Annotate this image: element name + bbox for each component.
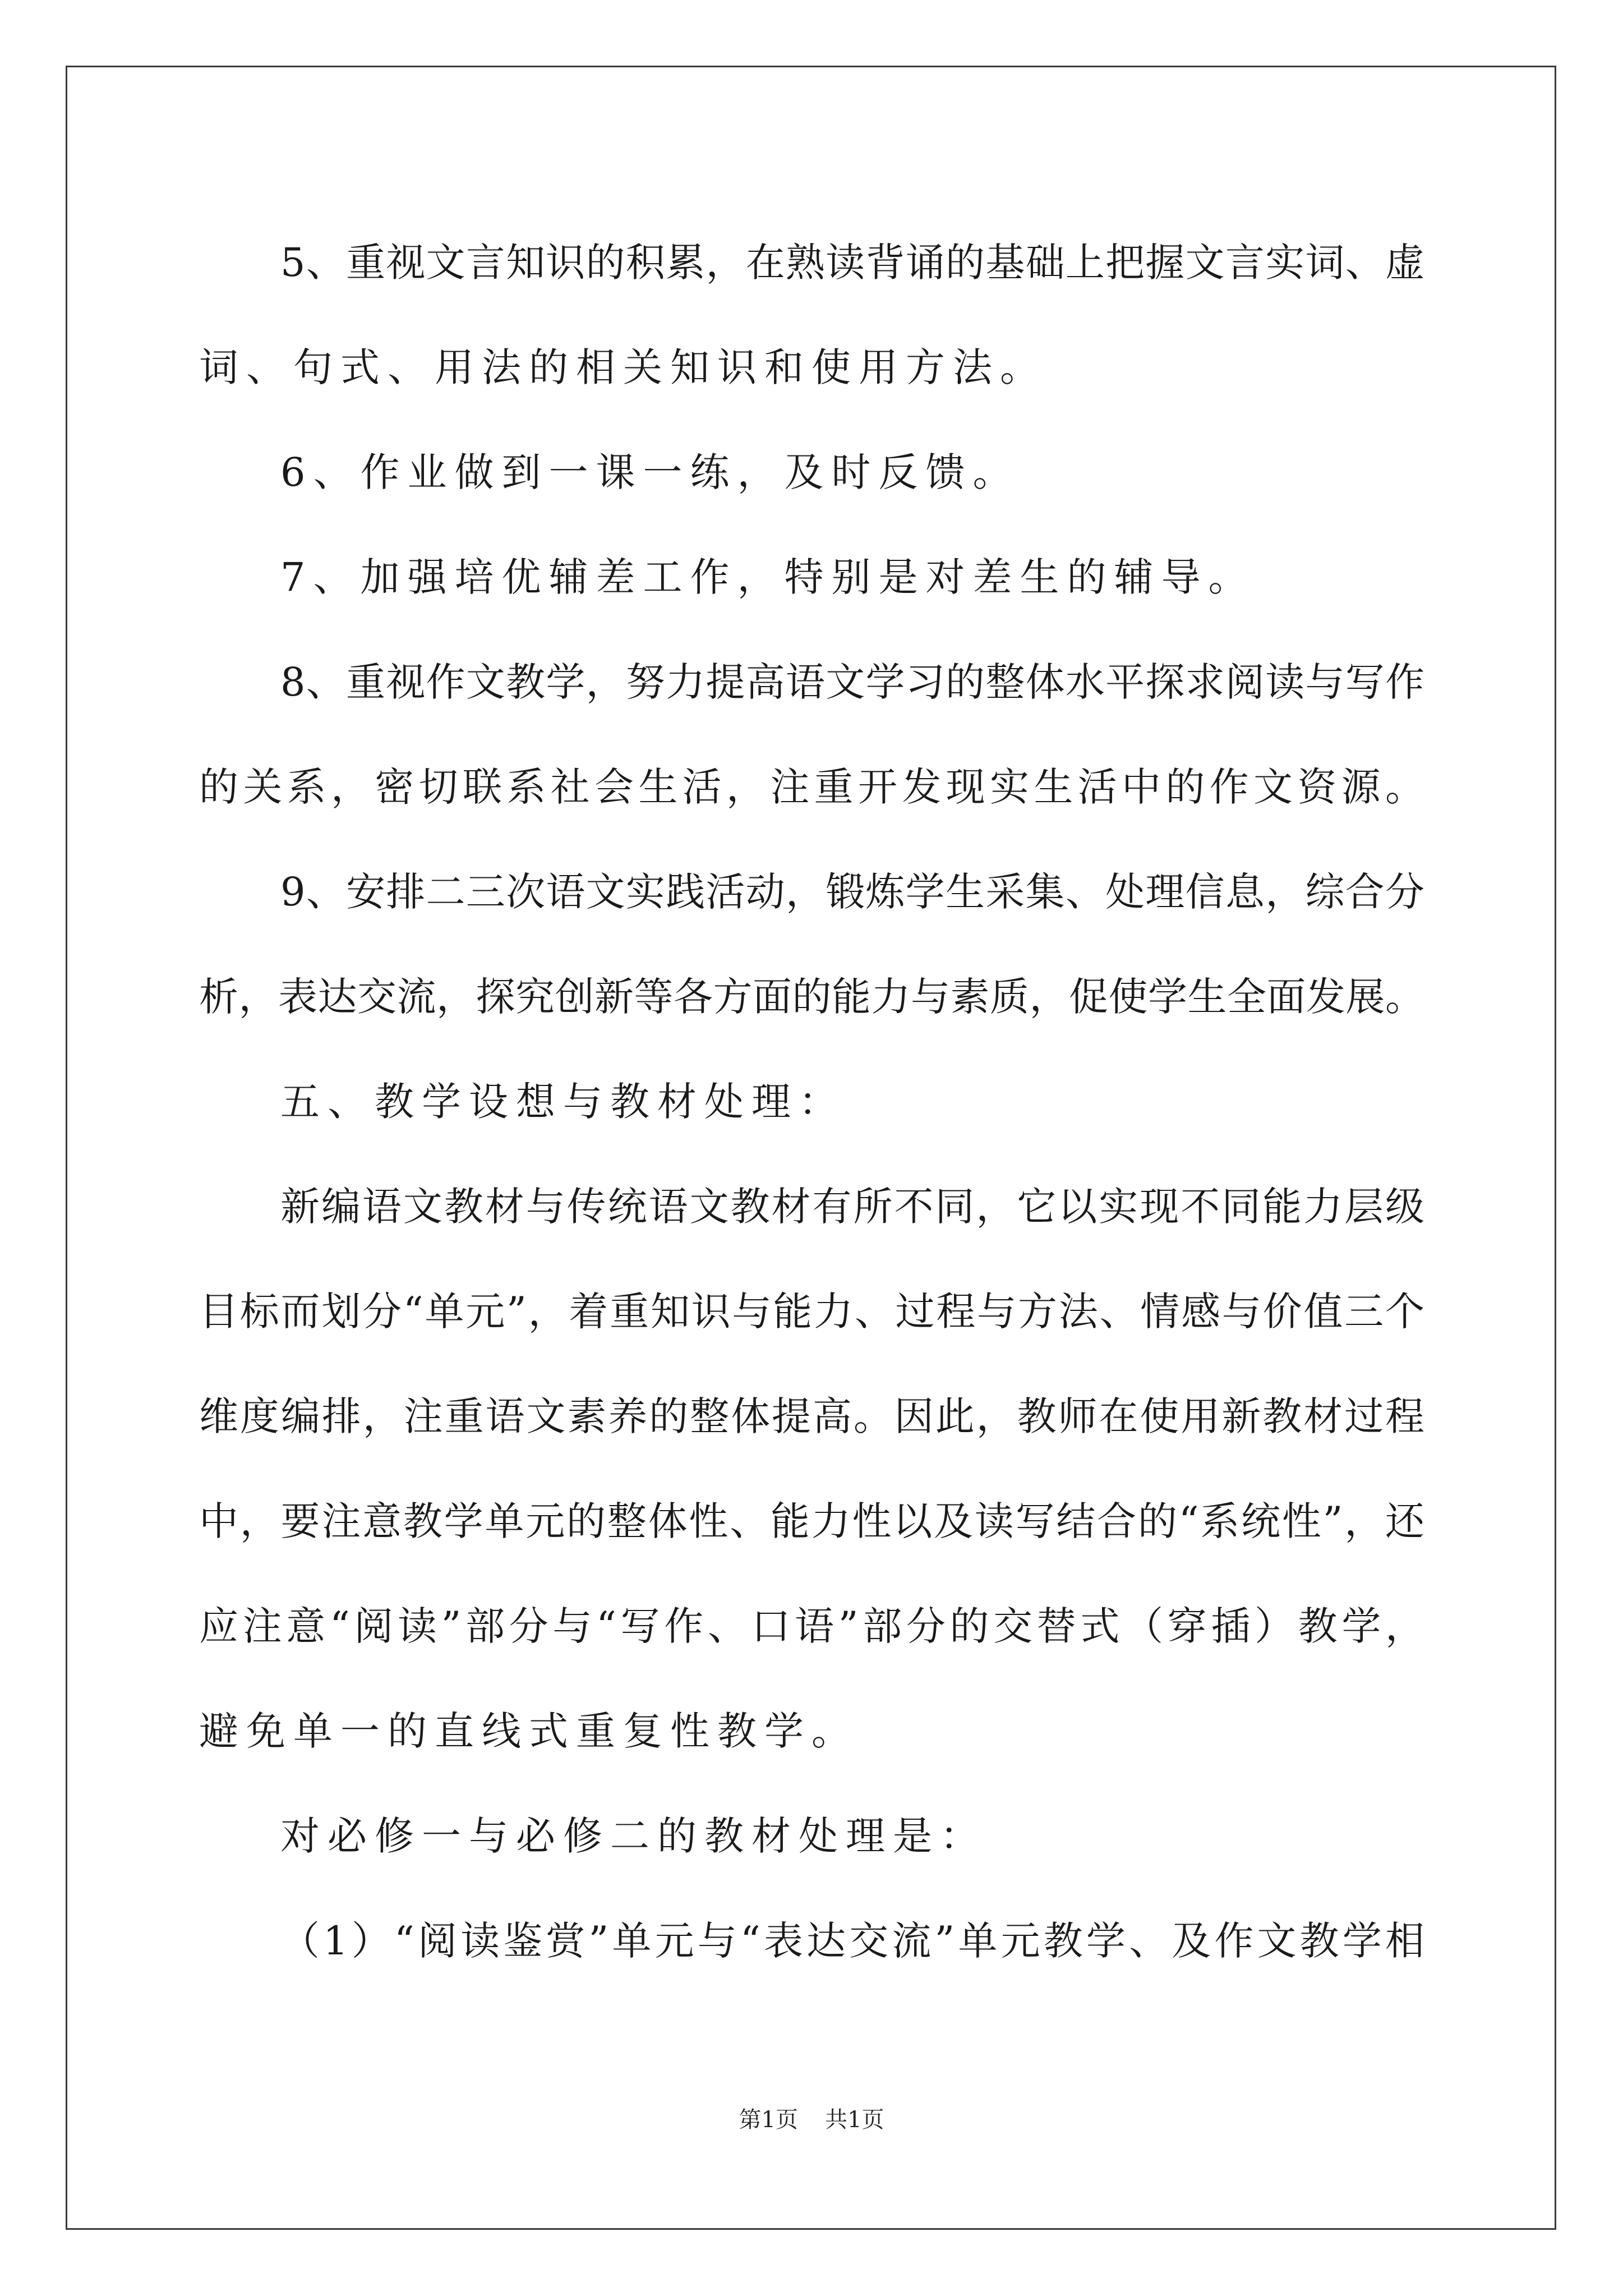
page-number: 第1页 xyxy=(739,2107,798,2133)
text-line: （1）“阅读鉴赏”单元与“表达交流”单元教学、及作文教学相 xyxy=(280,1918,1424,1964)
text-line: 词、句式、用法的相关知识和使用方法。 xyxy=(199,344,1047,390)
text-line: 7、加强培优辅差工作，特别是对差生的辅导。 xyxy=(280,554,1256,600)
text-line: 对必修一与必修二的教材处理是： xyxy=(280,1813,987,1859)
section-heading: 五、教学设想与教材处理： xyxy=(280,1079,846,1125)
text-line: 避免单一的直线式重复性教学。 xyxy=(199,1708,859,1754)
text-line: 中，要注意教学单元的整体性、能力性以及读写结合的“系统性”，还 xyxy=(199,1498,1424,1544)
text-line: 目标而划分“单元”，着重知识与能力、过程与方法、情感与价值三个 xyxy=(199,1289,1424,1335)
page-total: 共1页 xyxy=(825,2107,884,2133)
text-line: 6、作业做到一课一练，及时反馈。 xyxy=(280,449,1020,495)
text-line: 9、安排二三次语文实践活动，锻炼学生采集、处理信息，综合分 xyxy=(280,869,1424,915)
text-line: 5、重视文言知识的积累，在熟读背诵的基础上把握文言实词、虚 xyxy=(280,240,1424,286)
text-line: 析，表达交流，探究创新等各方面的能力与素质，促使学生全面发展。 xyxy=(199,974,1424,1020)
page-footer xyxy=(0,2106,1623,2134)
text-line: 8、重视作文教学，努力提高语文学习的整体水平探求阅读与写作 xyxy=(280,659,1424,705)
text-line: 的关系，密切联系社会生活，注重开发现实生活中的作文资源。 xyxy=(199,764,1424,810)
document-body xyxy=(199,210,1424,1994)
text-line: 新编语文教材与传统语文教材有所不同，它以实现不同能力层级 xyxy=(280,1184,1424,1230)
text-line: 应注意“阅读”部分与“写作、口语”部分的交替式（穿插）教学， xyxy=(199,1603,1424,1649)
text-line: 维度编排，注重语文素养的整体提高。因此，教师在使用新教材过程 xyxy=(199,1393,1424,1439)
